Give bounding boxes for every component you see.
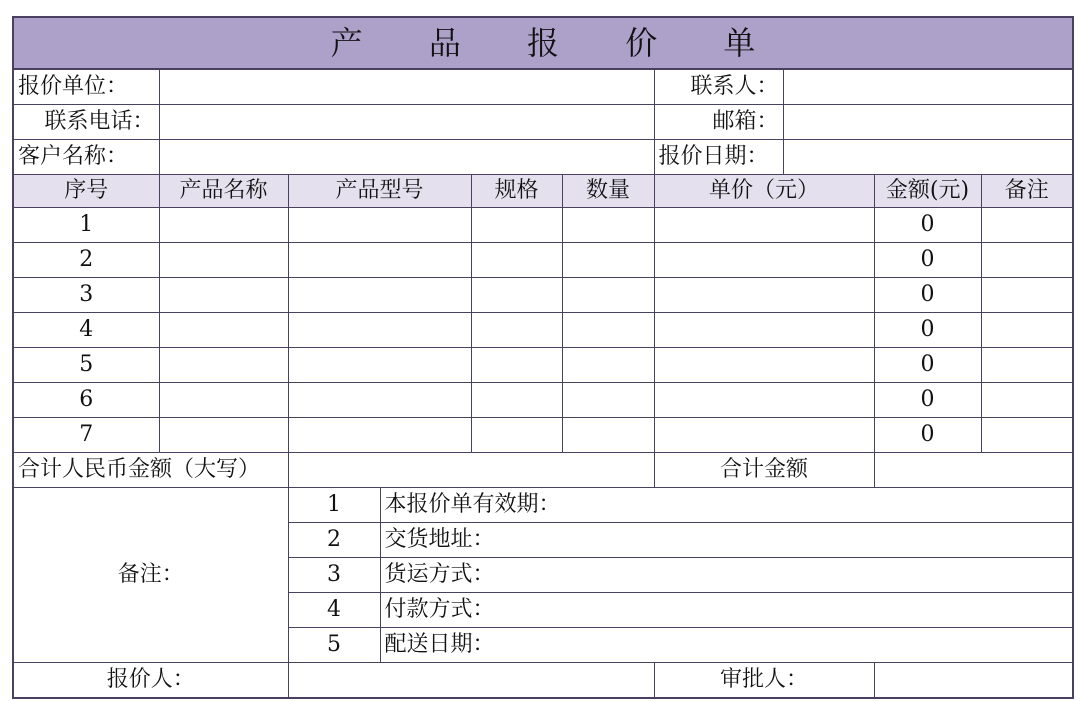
remark-cell[interactable] — [981, 208, 1073, 243]
spec-cell[interactable] — [471, 313, 562, 348]
note-number: 1 — [288, 488, 380, 523]
customer-field[interactable] — [159, 140, 654, 175]
quote-unit-field[interactable] — [159, 69, 654, 105]
amount-cell: 0 — [874, 348, 981, 383]
note-validity[interactable]: 本报价单有效期： — [380, 488, 1073, 523]
spec-cell[interactable] — [471, 348, 562, 383]
column-header: 金额(元) — [874, 175, 981, 208]
total-amount-label: 合计金额 — [654, 453, 874, 488]
approver-label: 审批人： — [654, 663, 874, 699]
quantity-cell[interactable] — [562, 348, 654, 383]
rmb-upper-field[interactable] — [288, 453, 654, 488]
phone-field[interactable] — [159, 105, 654, 140]
customer-label: 客户名称： — [13, 140, 159, 175]
row-number: 2 — [13, 243, 159, 278]
amount-cell: 0 — [874, 243, 981, 278]
remark-cell[interactable] — [981, 348, 1073, 383]
quoter-label: 报价人： — [13, 663, 288, 699]
quote-unit-label: 报价单位： — [13, 69, 159, 105]
unit-price-cell[interactable] — [654, 208, 874, 243]
column-header-row — [13, 175, 1073, 208]
product-model-cell[interactable] — [288, 243, 471, 278]
product-model-cell[interactable] — [288, 208, 471, 243]
column-header: 备注 — [981, 175, 1073, 208]
totals-row — [13, 453, 1073, 488]
column-header: 产品名称 — [159, 175, 288, 208]
quantity-cell[interactable] — [562, 208, 654, 243]
quote-date-field[interactable] — [783, 140, 1073, 175]
unit-price-cell[interactable] — [654, 243, 874, 278]
spec-cell[interactable] — [471, 418, 562, 453]
amount-cell: 0 — [874, 418, 981, 453]
row-number: 6 — [13, 383, 159, 418]
product-model-cell[interactable] — [288, 278, 471, 313]
product-name-cell[interactable] — [159, 383, 288, 418]
page-title: 产 品 报 价 单 — [13, 17, 1073, 69]
quantity-cell[interactable] — [562, 418, 654, 453]
table-row — [13, 208, 1073, 243]
unit-price-cell[interactable] — [654, 278, 874, 313]
unit-price-cell[interactable] — [654, 313, 874, 348]
note-payment-method[interactable]: 付款方式： — [380, 593, 1073, 628]
product-model-cell[interactable] — [288, 418, 471, 453]
total-amount-field[interactable] — [874, 453, 1073, 488]
unit-price-cell[interactable] — [654, 418, 874, 453]
table-row — [13, 418, 1073, 453]
row-number: 1 — [13, 208, 159, 243]
column-header: 单价（元） — [654, 175, 874, 208]
note-number: 4 — [288, 593, 380, 628]
note-shipping-method[interactable]: 货运方式： — [380, 558, 1073, 593]
column-header: 产品型号 — [288, 175, 471, 208]
unit-price-cell[interactable] — [654, 348, 874, 383]
product-name-cell[interactable] — [159, 208, 288, 243]
note-delivery-address[interactable]: 交货地址： — [380, 523, 1073, 558]
product-model-cell[interactable] — [288, 313, 471, 348]
notes-label: 备注： — [13, 488, 288, 663]
quantity-cell[interactable] — [562, 383, 654, 418]
email-field[interactable] — [783, 105, 1073, 140]
row-number: 7 — [13, 418, 159, 453]
product-model-cell[interactable] — [288, 383, 471, 418]
approver-field[interactable] — [874, 663, 1073, 699]
rmb-upper-label: 合计人民币金额（大写） — [13, 453, 288, 488]
amount-cell: 0 — [874, 313, 981, 348]
table-row — [13, 313, 1073, 348]
amount-cell: 0 — [874, 208, 981, 243]
note-delivery-date[interactable]: 配送日期： — [380, 628, 1073, 663]
column-header: 序号 — [13, 175, 159, 208]
table-row — [13, 278, 1073, 313]
product-name-cell[interactable] — [159, 278, 288, 313]
contact-field[interactable] — [783, 69, 1073, 105]
remark-cell[interactable] — [981, 243, 1073, 278]
quantity-cell[interactable] — [562, 278, 654, 313]
column-header: 规格 — [471, 175, 562, 208]
product-name-cell[interactable] — [159, 313, 288, 348]
row-number: 5 — [13, 348, 159, 383]
quoter-field[interactable] — [288, 663, 654, 699]
note-number: 5 — [288, 628, 380, 663]
product-model-cell[interactable] — [288, 348, 471, 383]
quotation-sheet — [12, 16, 1072, 692]
remark-cell[interactable] — [981, 383, 1073, 418]
remark-cell[interactable] — [981, 278, 1073, 313]
quantity-cell[interactable] — [562, 243, 654, 278]
table-row — [13, 383, 1073, 418]
quantity-cell[interactable] — [562, 313, 654, 348]
phone-label: 联系电话： — [13, 105, 159, 140]
email-label: 邮箱： — [654, 105, 783, 140]
note-number: 2 — [288, 523, 380, 558]
table-row — [13, 243, 1073, 278]
quote-date-label: 报价日期： — [654, 140, 783, 175]
column-header: 数量 — [562, 175, 654, 208]
amount-cell: 0 — [874, 278, 981, 313]
quotation-table — [12, 16, 1074, 699]
note-number: 3 — [288, 558, 380, 593]
remark-cell[interactable] — [981, 313, 1073, 348]
spec-cell[interactable] — [471, 278, 562, 313]
table-row — [13, 348, 1073, 383]
contact-label: 联系人： — [654, 69, 783, 105]
product-name-cell[interactable] — [159, 243, 288, 278]
row-number: 3 — [13, 278, 159, 313]
spec-cell[interactable] — [471, 208, 562, 243]
amount-cell: 0 — [874, 383, 981, 418]
product-name-cell[interactable] — [159, 348, 288, 383]
note-row — [13, 488, 1073, 523]
spec-cell[interactable] — [471, 383, 562, 418]
product-name-cell[interactable] — [159, 418, 288, 453]
remark-cell[interactable] — [981, 418, 1073, 453]
footer-row — [13, 663, 1073, 699]
spec-cell[interactable] — [471, 243, 562, 278]
unit-price-cell[interactable] — [654, 383, 874, 418]
row-number: 4 — [13, 313, 159, 348]
